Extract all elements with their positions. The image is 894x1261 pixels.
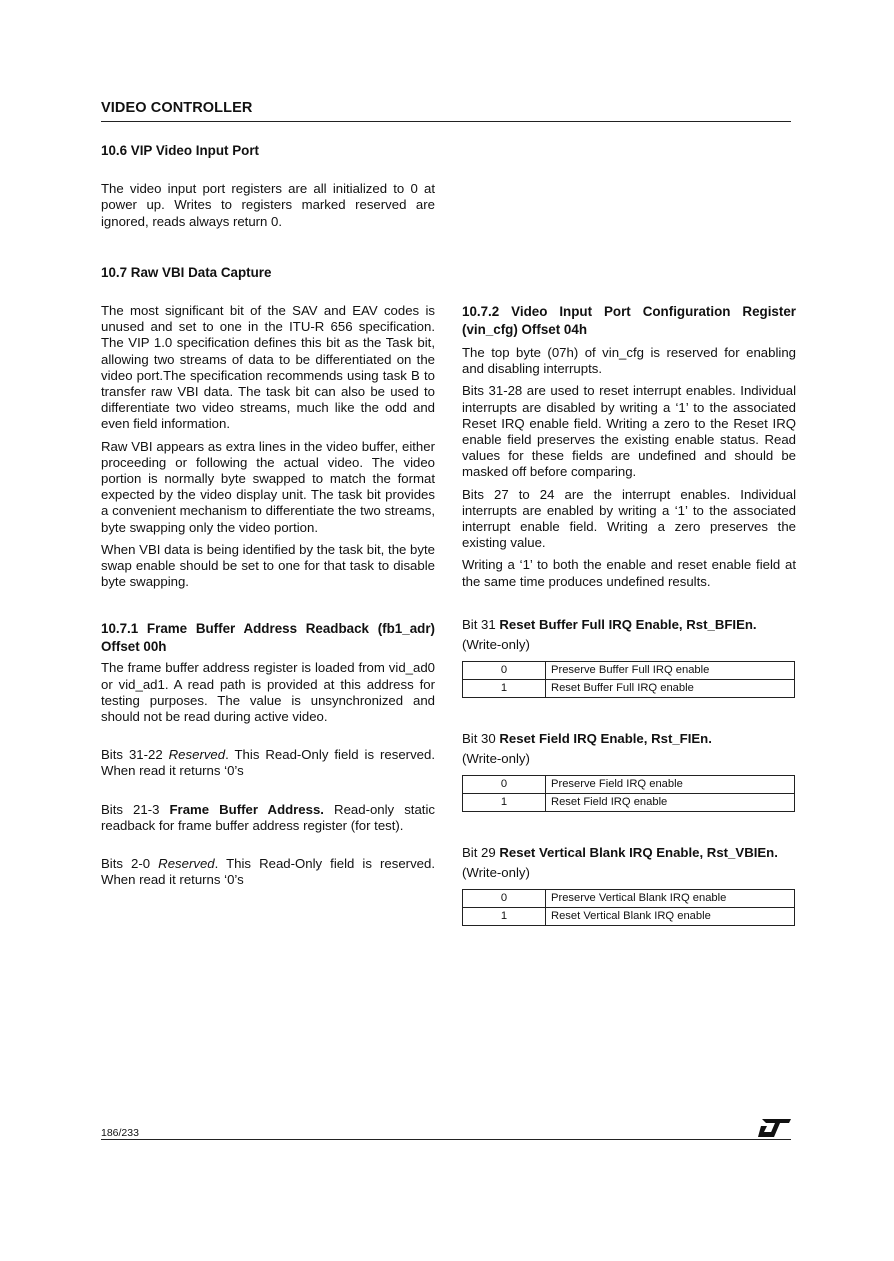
table-cell-value: 1 bbox=[463, 794, 546, 812]
bits-31-22-name: Reserved bbox=[168, 747, 226, 763]
bit-29-heading bbox=[462, 844, 796, 862]
header-divider bbox=[101, 121, 791, 122]
section-10-7-paragraph-3: When VBI data is being identified by the task bit, the byte swap enable should be set to one for that task to disable byte swapping. bbox=[101, 541, 435, 590]
bit-31-table bbox=[462, 661, 795, 698]
bit-30-table bbox=[462, 775, 795, 812]
table-row bbox=[463, 794, 795, 812]
table-cell-description: Reset Buffer Full IRQ enable bbox=[546, 680, 795, 698]
section-10-7-1-paragraph: The frame buffer address register is loaded from vid_ad0 or vid_ad1. A read path is provided at this address for testing purposes. The value is unsynchronized and should not be read during active video. bbox=[101, 660, 435, 725]
bits-21-3-text: Read-only static readback for frame buffer address register (for test). bbox=[101, 801, 435, 833]
table-cell-value: 0 bbox=[463, 662, 546, 680]
section-10-7-2-paragraph-4: Writing a ‘1’ to both the enable and reset enable field at the same time produces undefined results. bbox=[462, 557, 796, 589]
left-column bbox=[101, 143, 435, 895]
bits-2-0-label: Bits 2-0 bbox=[101, 856, 159, 872]
bit-29-table bbox=[462, 889, 795, 926]
table-cell-value: 0 bbox=[463, 890, 546, 908]
table-row bbox=[463, 776, 795, 794]
table-row bbox=[463, 890, 795, 908]
section-10-6-paragraph: The video input port registers are all initialized to 0 at power up. Writes to registers marked reserved are ignored, reads always return 0. bbox=[101, 181, 435, 229]
bits-31-22-text: . This Read-Only field is reserved. When read it returns ‘0’s bbox=[101, 747, 435, 779]
section-10-6-title: 10.6 VIP Video Input Port bbox=[101, 143, 260, 158]
bit-30-label: Bit 30 bbox=[462, 731, 500, 747]
section-10-7-paragraph-2: Raw VBI appears as extra lines in the video buffer, either proceeding or following the actual video. The video portion is normally byte swapped to match the format expected by the video display unit. The task bit provides a convenient mechanism to differentiate the two streams, byte swapping only the video portion. bbox=[101, 438, 435, 535]
table-row bbox=[463, 908, 795, 926]
table-cell-description: Preserve Vertical Blank IRQ enable bbox=[546, 890, 795, 908]
bits-2-0-description bbox=[101, 856, 435, 888]
table-row bbox=[463, 662, 795, 680]
table-cell-value: 1 bbox=[463, 680, 546, 698]
footer-divider bbox=[101, 1139, 791, 1140]
bit-29-mode: (Write-only) bbox=[462, 865, 530, 881]
section-10-7-1-title: 10.7.1 Frame Buffer Address Readback (fb1_adr) Offset 00h bbox=[101, 621, 435, 655]
table-row bbox=[463, 680, 795, 698]
right-column bbox=[462, 303, 796, 926]
page-header-title: VIDEO CONTROLLER bbox=[101, 100, 253, 116]
bits-2-0-name: Reserved bbox=[158, 856, 215, 872]
bits-21-3-name: Frame Buffer Address. bbox=[169, 801, 324, 817]
bit-31-heading bbox=[462, 616, 796, 634]
bit-31-name: Reset Buffer Full IRQ Enable, Rst_BFIEn. bbox=[499, 616, 757, 632]
table-cell-value: 0 bbox=[463, 776, 546, 794]
table-cell-description: Reset Field IRQ enable bbox=[546, 794, 795, 812]
table-cell-description: Preserve Buffer Full IRQ enable bbox=[546, 662, 795, 680]
table-cell-description: Reset Vertical Blank IRQ enable bbox=[546, 908, 795, 926]
section-10-7-title: 10.7 Raw VBI Data Capture bbox=[101, 264, 272, 280]
bits-21-3-description bbox=[101, 802, 435, 834]
section-10-7-2-title: 10.7.2 Video Input Port Configuration Register (vin_cfg) Offset 04h bbox=[462, 304, 796, 337]
section-10-7-2-paragraph-2: Bits 31-28 are used to reset interrupt enables. Individual interrupts are disabled by writing a ‘1’ to the associated Reset IRQ enable field. Writing a zero to the Reset IRQ enable field preserves the existing enable status. Read values for these fields are undefined and should be masked off before comparing. bbox=[462, 383, 796, 480]
bit-30-heading bbox=[462, 730, 796, 748]
bit-29-label: Bit 29 bbox=[462, 845, 500, 861]
section-10-7-paragraph-1: The most significant bit of the SAV and EAV codes is unused and set to one in the ITU-R 656 specification. The VIP 1.0 specification defines this bit as the Task bit, allowing two streams of data to be differentiated on the video port.The specification recommends using task B to transfer raw VBI data. The task bit can also be used to differentiate two video streams, much like the odd and even field information. bbox=[101, 303, 435, 432]
bit-31-label: Bit 31 bbox=[462, 616, 500, 632]
bits-21-3-label: Bits 21-3 bbox=[101, 801, 170, 817]
st-logo-icon bbox=[756, 1117, 792, 1139]
bit-31-mode: (Write-only) bbox=[462, 636, 530, 652]
table-cell-description: Preserve Field IRQ enable bbox=[546, 776, 795, 794]
section-10-7-2-paragraph-3: Bits 27 to 24 are the interrupt enables. Individual interrupts are enabled by writing a ‘1’ to the associated interrupt enable field. Writing a zero preserves the existing value. bbox=[462, 486, 796, 551]
bit-30-mode: (Write-only) bbox=[462, 751, 530, 767]
bit-30-name: Reset Field IRQ Enable, Rst_FIEn. bbox=[499, 731, 712, 747]
bits-2-0-text: . This Read-Only field is reserved. When read it returns ‘0’s bbox=[101, 856, 435, 888]
section-10-7-2-paragraph-1: The top byte (07h) of vin_cfg is reserved for enabling and disabling interrupts. bbox=[462, 345, 796, 377]
bits-31-22-description bbox=[101, 747, 435, 779]
table-cell-value: 1 bbox=[463, 908, 546, 926]
bit-29-name: Reset Vertical Blank IRQ Enable, Rst_VBIEn. bbox=[499, 845, 778, 861]
page-number: 186/233 bbox=[101, 1127, 139, 1139]
bits-31-22-label: Bits 31-22 bbox=[101, 747, 169, 763]
